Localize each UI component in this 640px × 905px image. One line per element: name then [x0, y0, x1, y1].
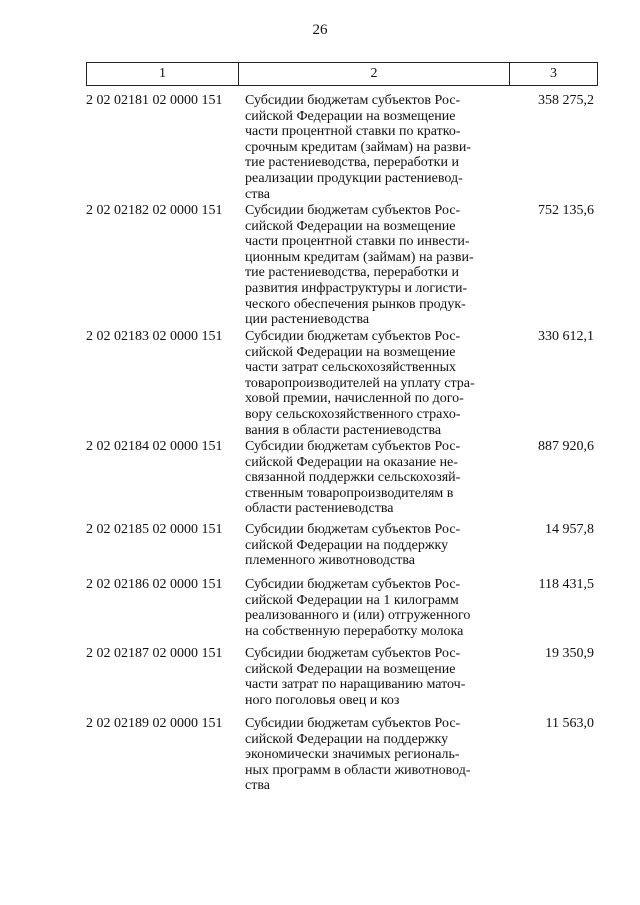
description-line: тие растениеводства, переработки и	[245, 265, 459, 281]
column-header-row	[87, 63, 598, 86]
description-line: сийской Федерации на возмещение	[245, 108, 456, 124]
description-line: части процентной ставки по кратко-	[245, 124, 461, 140]
description-line: ственным товаропроизводителям в	[245, 485, 454, 501]
amount-value: 330 612,1	[538, 329, 594, 344]
description-line: ховой премии, начисленной по дого-	[245, 391, 464, 407]
budget-code: 2 02 02184 02 0000 151	[86, 439, 223, 454]
subsidy-description	[245, 203, 495, 328]
subsidy-description	[245, 716, 495, 794]
budget-code: 2 02 02182 02 0000 151	[86, 203, 223, 218]
subsidy-description	[245, 439, 495, 517]
description-line: Субсидии бюджетам субъектов Рос-	[245, 439, 461, 454]
description-line: реализации продукции растениевод-	[245, 170, 463, 186]
description-line: Субсидии бюджетам субъектов Рос-	[245, 329, 461, 344]
description-line: связанной поддержки сельскохозяй-	[245, 470, 461, 486]
description-line: срочным кредитам (займам) на разви-	[245, 139, 472, 155]
description-line: ционным кредитам (займам) на разви-	[245, 249, 474, 265]
amount-value: 118 431,5	[538, 577, 594, 592]
amount-value: 358 275,2	[538, 93, 594, 108]
description-line: Субсидии бюджетам субъектов Рос-	[245, 93, 461, 108]
description-line: сийской Федерации на поддержку	[245, 731, 449, 747]
column-header-2: 2	[239, 63, 510, 86]
description-line: на собственную переработку молока	[245, 623, 464, 639]
amount-value: 19 350,9	[545, 646, 594, 661]
description-line: Субсидии бюджетам субъектов Рос-	[245, 203, 461, 218]
subsidy-description	[245, 577, 495, 639]
subsidy-description	[245, 646, 495, 708]
description-line: ства	[245, 778, 270, 794]
column-header-1: 1	[87, 63, 239, 86]
column-header-3: 3	[510, 63, 598, 86]
description-line: сийской Федерации на возмещение	[245, 344, 456, 360]
description-line: части затрат сельскохозяйственных	[245, 360, 457, 376]
budget-code: 2 02 02185 02 0000 151	[86, 522, 223, 537]
page-number: 26	[312, 22, 328, 38]
amount-value: 14 957,8	[545, 522, 594, 537]
description-line: развития инфраструктуры и логисти-	[245, 280, 468, 296]
amount-value: 11 563,0	[545, 716, 594, 731]
budget-code: 2 02 02187 02 0000 151	[86, 646, 223, 661]
subsidy-description	[245, 522, 495, 569]
description-line: товаропроизводителей на уплату стра-	[245, 375, 475, 391]
description-line: сийской Федерации на оказание не-	[245, 454, 458, 470]
budget-code: 2 02 02181 02 0000 151	[86, 93, 223, 108]
description-line: вания в области растениеводства	[245, 422, 442, 438]
description-line: части затрат по наращиванию маточ-	[245, 677, 466, 693]
description-line: сийской Федерации на возмещение	[245, 661, 456, 677]
description-line: Субсидии бюджетам субъектов Рос-	[245, 577, 461, 592]
description-line: сийской Федерации на 1 килограмм	[245, 592, 459, 608]
description-line: тие растениеводства, переработки и	[245, 155, 459, 171]
amount-value: 752 135,6	[538, 203, 594, 218]
description-line: племенного животноводства	[245, 553, 415, 569]
description-line: Субсидии бюджетам субъектов Рос-	[245, 522, 461, 537]
description-line: сийской Федерации на поддержку	[245, 537, 449, 553]
description-line: ции растениеводства	[245, 312, 370, 328]
budget-code: 2 02 02189 02 0000 151	[86, 716, 223, 731]
budget-code: 2 02 02183 02 0000 151	[86, 329, 223, 344]
description-line: области растениеводства	[245, 501, 394, 517]
subsidy-description	[245, 329, 495, 438]
description-line: ных программ в области животновод-	[245, 762, 471, 778]
description-line: ства	[245, 186, 270, 202]
column-header-table	[86, 62, 598, 86]
description-line: части процентной ставки по инвести-	[245, 234, 470, 250]
description-line: вору сельскохозяйственного страхо-	[245, 406, 461, 422]
subsidy-description	[245, 93, 495, 202]
amount-value: 887 920,6	[538, 439, 594, 454]
description-line: экономически значимых региональ-	[245, 747, 460, 763]
description-line: ческого обеспечения рынков продук-	[245, 296, 466, 312]
description-line: Субсидии бюджетам субъектов Рос-	[245, 716, 461, 731]
description-line: Субсидии бюджетам субъектов Рос-	[245, 646, 461, 661]
description-line: сийской Федерации на возмещение	[245, 218, 456, 234]
description-line: реализованного и (или) отгруженного	[245, 608, 471, 624]
description-line: ного поголовья овец и коз	[245, 692, 400, 708]
budget-code: 2 02 02186 02 0000 151	[86, 577, 223, 592]
